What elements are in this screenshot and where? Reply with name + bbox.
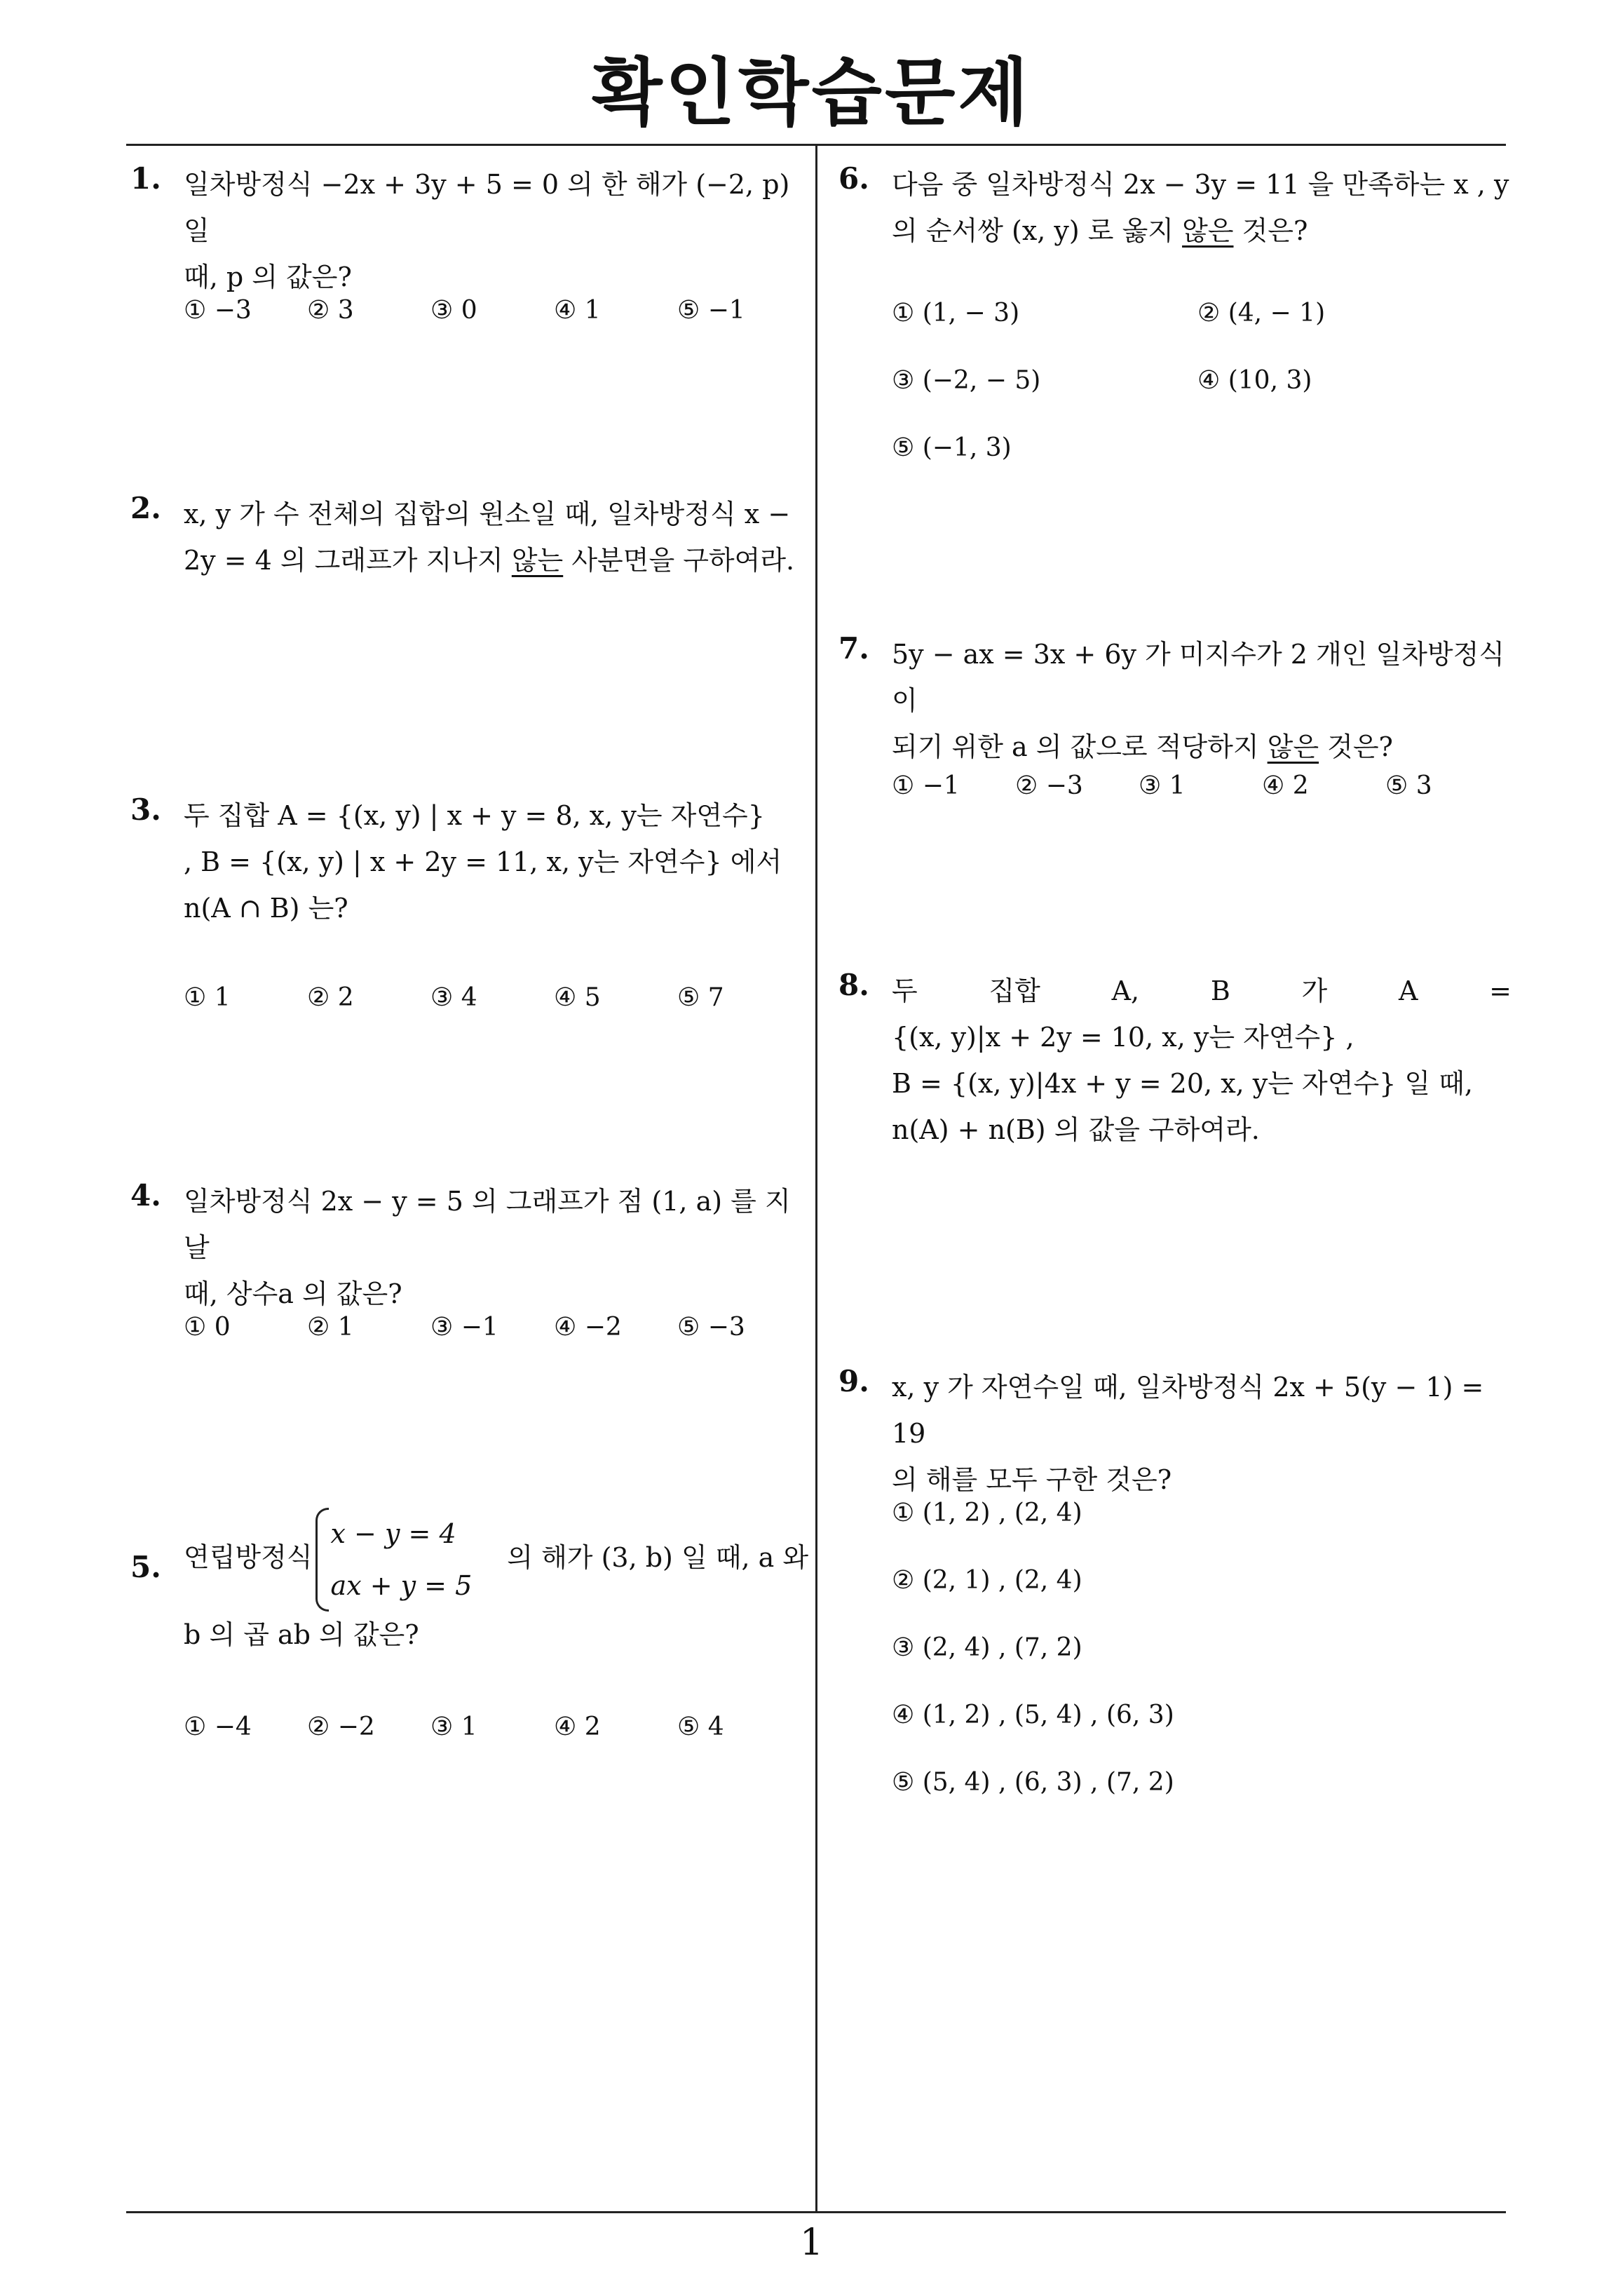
question-line: 두 집합 A = {(x, y) | x + y = 8, x, y는 자연수}	[184, 800, 765, 831]
equation-2: ax + y = 5	[330, 1570, 473, 1601]
question-text	[184, 1178, 803, 1317]
option-3[interactable]: ③ −1	[430, 1313, 498, 1342]
option-5[interactable]: ⑤ −1	[677, 296, 745, 325]
question-number: 6.	[838, 161, 869, 196]
option-2[interactable]: ② −2	[307, 1713, 375, 1741]
question-line: x, y 가 수 전체의 집합의 원소일 때, 일차방정식 x −	[184, 499, 791, 529]
question-7	[838, 631, 1512, 800]
underlined-word: 않는	[511, 545, 564, 576]
underlined-word: 않은	[1267, 731, 1319, 762]
option-1[interactable]: ① −4	[184, 1713, 252, 1741]
option-4[interactable]: ④ 2	[554, 1713, 601, 1741]
question-line: , B = {(x, y) | x + 2y = 11, x, y는 자연수} 에서	[184, 846, 782, 877]
question-4	[130, 1178, 803, 1342]
question-number: 8.	[838, 968, 869, 1002]
option-1[interactable]: ① 1	[184, 983, 231, 1012]
option-3[interactable]: ③ 4	[430, 983, 477, 1012]
option-3[interactable]: ③ (2, 4) , (7, 2)	[892, 1633, 1082, 1662]
question-text	[184, 1508, 809, 1658]
question-9	[838, 1364, 1512, 1797]
option-4[interactable]: ④ 1	[554, 296, 601, 325]
option-1[interactable]: ① −3	[184, 296, 252, 325]
question-line: x, y 가 자연수일 때, 일차방정식 2x + 5(y − 1) = 19	[892, 1372, 1484, 1449]
option-3[interactable]: ③ 1	[1139, 771, 1186, 800]
question-line: 두 집합 A, B 가 A =	[892, 975, 1512, 1006]
text-run: 의 해가 (3, b) 일 때, a 와	[507, 1541, 809, 1573]
option-4[interactable]: ④ 5	[554, 983, 601, 1012]
option-4[interactable]: ④ (10, 3)	[1197, 366, 1312, 395]
question-text	[892, 631, 1512, 770]
question-3	[130, 792, 803, 1012]
question-text	[184, 792, 803, 931]
question-1	[130, 161, 803, 325]
option-2[interactable]: ② −3	[1015, 771, 1083, 800]
question-line: {(x, y)|x + 2y = 10, x, y는 자연수} ,	[892, 1022, 1354, 1053]
text-run: 되기 위한 a 의 값으로 적당하지	[892, 731, 1268, 762]
option-5[interactable]: ⑤ 3	[1385, 771, 1432, 800]
option-3[interactable]: ③ (−2, − 5)	[892, 366, 1041, 395]
page-title: 확인학습문제	[592, 50, 1031, 135]
question-text	[184, 161, 803, 300]
question-line: 일차방정식 −2x + 3y + 5 = 0 의 한 해가 (−2, p) 일	[184, 169, 790, 246]
question-5	[130, 1508, 809, 1741]
option-5[interactable]: ⑤ (5, 4) , (6, 3) , (7, 2)	[892, 1768, 1174, 1797]
option-1[interactable]: ① −1	[892, 771, 960, 800]
question-line: 다음 중 일차방정식 2x − 3y = 11 을 만족하는 x , y	[892, 169, 1509, 200]
bottom-rule	[126, 2211, 1506, 2213]
text-run: 2y = 4 의 그래프가 지나지	[184, 545, 512, 576]
option-5[interactable]: ⑤ 4	[677, 1713, 724, 1741]
text-run: 것은?	[1233, 215, 1308, 246]
question-line	[892, 724, 1512, 770]
question-line: b 의 곱 ab 의 값은?	[184, 1619, 419, 1650]
question-8	[838, 968, 1512, 1153]
text-run: 의 순서쌍 (x, y) 로 옳지	[892, 215, 1183, 246]
question-line: 때, 상수a 의 값은?	[184, 1278, 402, 1309]
option-3[interactable]: ③ 1	[430, 1713, 477, 1741]
question-number: 5.	[130, 1550, 161, 1584]
question-line	[184, 1508, 809, 1612]
question-number: 4.	[130, 1178, 161, 1213]
question-text	[892, 968, 1512, 1153]
text-run: 사분면을 구하여라.	[563, 545, 795, 576]
question-number: 7.	[838, 631, 869, 666]
text-run: 연립방정식	[184, 1541, 313, 1573]
question-text	[892, 161, 1512, 254]
question-line	[892, 208, 1512, 254]
question-6	[838, 161, 1512, 462]
question-text	[892, 1364, 1512, 1503]
option-4[interactable]: ④ −2	[554, 1313, 622, 1342]
option-2[interactable]: ② 2	[307, 983, 354, 1012]
question-line: 때, p 의 값은?	[184, 262, 352, 292]
text-run: 것은?	[1319, 731, 1393, 762]
option-5[interactable]: ⑤ 7	[677, 983, 724, 1012]
option-2[interactable]: ② (4, − 1)	[1197, 299, 1326, 327]
question-text	[184, 491, 803, 583]
option-2[interactable]: ② 3	[307, 296, 354, 325]
question-line: n(A) + n(B) 의 값을 구하여라.	[892, 1114, 1260, 1145]
question-line: n(A ∩ B) 는?	[184, 893, 348, 924]
page-number: 1	[799, 2222, 824, 2264]
column-divider	[815, 146, 817, 2213]
question-line: B = {(x, y)|4x + y = 20, x, y는 자연수} 일 때,	[892, 1068, 1473, 1099]
question-line: 일차방정식 2x − y = 5 의 그래프가 점 (1, a) 를 지날	[184, 1186, 791, 1263]
question-number: 9.	[838, 1364, 869, 1398]
option-1[interactable]: ① (1, − 3)	[892, 299, 1020, 327]
question-number: 3.	[130, 792, 161, 827]
option-2[interactable]: ② 1	[307, 1313, 354, 1342]
question-number: 1.	[130, 161, 161, 196]
option-3[interactable]: ③ 0	[430, 296, 477, 325]
option-1[interactable]: ① (1, 2) , (2, 4)	[892, 1499, 1082, 1527]
question-number: 2.	[130, 491, 161, 525]
underlined-word: 않은	[1182, 215, 1234, 246]
option-5[interactable]: ⑤ (−1, 3)	[892, 433, 1012, 462]
question-2	[130, 491, 803, 583]
option-4[interactable]: ④ 2	[1262, 771, 1309, 800]
question-line: 의 해를 모두 구한 것은?	[892, 1464, 1172, 1495]
question-line: 5y − ax = 3x + 6y 가 미지수가 2 개인 일차방정식이	[892, 639, 1505, 716]
option-5[interactable]: ⑤ −3	[677, 1313, 745, 1342]
option-2[interactable]: ② (2, 1) , (2, 4)	[892, 1566, 1082, 1595]
equation-1: x − y = 4	[330, 1518, 456, 1549]
option-1[interactable]: ① 0	[184, 1313, 231, 1342]
equation-system	[315, 1508, 473, 1612]
option-4[interactable]: ④ (1, 2) , (5, 4) , (6, 3)	[892, 1701, 1174, 1729]
question-line	[184, 537, 803, 583]
